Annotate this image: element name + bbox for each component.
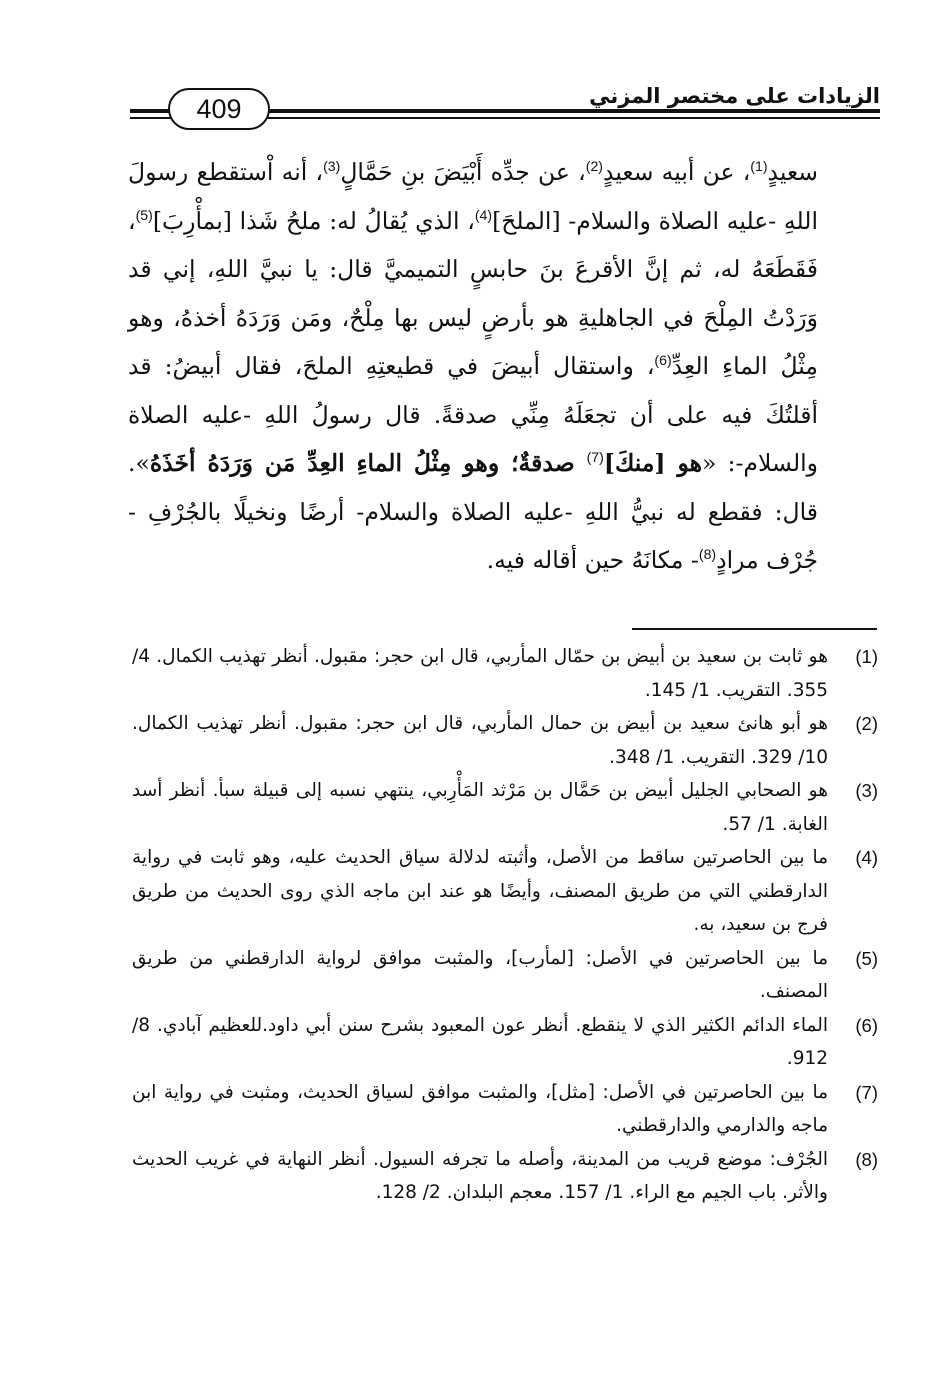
main-paragraph bbox=[128, 148, 818, 585]
footnote-ref: (8) bbox=[698, 546, 717, 563]
footnote-ref: (5) bbox=[135, 206, 153, 223]
footnote-number: (3) bbox=[855, 780, 878, 801]
footnote-separator bbox=[632, 628, 877, 630]
footnote-text: الماء الدائم الكثير الذي لا ينقطع. أنظر عون المعبود بشرح سنن أبي داود.للعظيم آبادي. 8/ 912. bbox=[132, 1014, 828, 1069]
footnote-number: (2) bbox=[855, 713, 878, 734]
footnote-ref: (4) bbox=[474, 206, 493, 223]
text-run: - مكانَهُ حين أقاله فيه. bbox=[486, 546, 699, 574]
footnote-number: (6) bbox=[855, 1014, 878, 1036]
footnote-number: (1) bbox=[855, 646, 878, 667]
footnote-text: هو الصحابي الجليل أبيض بن حَمَّال بن مَرْثد المَأْرِبي، ينتهي نسبه إلى قبيلة سبأ. أنظر أسد الغابة. 1/ 57. bbox=[132, 780, 828, 835]
footnote bbox=[132, 1076, 878, 1143]
text-run: ، عن جدِّه أَبْيَضَ بنِ حَمَّالٍ bbox=[340, 158, 586, 186]
footnote-ref: (1) bbox=[750, 158, 768, 175]
footnotes bbox=[132, 640, 878, 1210]
footnote-number: (4) bbox=[855, 847, 878, 868]
footnote-text: هو ثابت بن سعيد بن أبيض بن حمّال المأربي، قال ابن حجر: مقبول. أنظر تهذيب الكمال. 4/ 355. التقريب. 1/ 145. bbox=[132, 646, 828, 701]
footnote-ref: (2) bbox=[585, 158, 603, 175]
footnote-ref: (7) bbox=[586, 449, 604, 466]
page-header bbox=[130, 82, 880, 132]
text-run: ». قال: فقطع له نبيُّ اللهِ -عليه الصلاة والسلام- أرضًا ونخيلًا بالجُرْفِ - جُرْف مرادٍ bbox=[128, 449, 818, 574]
hadith-bold: صدقةٌ؛ وهو مِثْلُ الماءِ العِدِّ مَن وَرَدَهُ أخَذَهُ bbox=[149, 449, 587, 477]
running-title: الزيادات على مختصر المزني bbox=[579, 84, 880, 108]
footnote-ref: (3) bbox=[323, 158, 341, 175]
text-run: ، واستقال أبيضَ في قطيعتِهِ الملحَ، فقال أبيضُ: قد أقلتُكَ فيه على أن تجعَلَهُ مِنِّي صدقةً. قال رسولُ اللهِ -عليه الصلاة والسلام-: « bbox=[128, 352, 819, 477]
footnote-text: ما بين الحاصرتين ساقط من الأصل، وأثبته لدلالة سياق الحديث عليه، وهو ثابت في رواية الدارقطني التي من طريق المصنف، وأيضًا هو عند ابن ماجه الذي روى الحديث من طريق فرج بن سعيد، به. bbox=[132, 847, 828, 935]
footnote-ref: (6) bbox=[654, 352, 672, 369]
text-run: سعيدٍ bbox=[767, 158, 819, 186]
footnote bbox=[132, 942, 878, 1009]
hadith-bold: هو [منكَ] bbox=[603, 449, 702, 477]
main-text bbox=[128, 148, 818, 585]
footnote bbox=[132, 1143, 878, 1210]
text-run: ، عن أبيه سعيدٍ bbox=[602, 158, 751, 186]
footnote bbox=[132, 774, 878, 841]
footnote-number: (8) bbox=[855, 1148, 878, 1170]
footnote bbox=[132, 1009, 878, 1076]
footnote bbox=[132, 841, 878, 942]
page-number: 409 bbox=[168, 88, 270, 130]
footnote bbox=[132, 640, 878, 707]
text-run: ، أنه اْستقطع رسولَ اللهِ -عليه الصلاة والسلام- [الملحَ] bbox=[128, 158, 818, 235]
text-run: ، الذي يُقالُ له: ملحُ شَذا [بمأْرِبَ] bbox=[152, 206, 475, 235]
text-run: ، فَقَطَعَهُ له، ثم إنَّ الأقرعَ بنَ حابسٍ التميميَّ قال: يا نبيَّ اللهِ، إني قد وَرَدْتُ المِلْحَ في الجاهليةِ هو بأرضٍ ليس بها مِلْحٌ، ومَن وَرَدَهُ أخذهُ، وهو مِثْلُ الماءِ العِدِّ bbox=[128, 206, 818, 380]
footnote-number: (7) bbox=[855, 1081, 878, 1103]
footnote-text: ما بين الحاصرتين في الأصل: [لمأرب]، والمثبت موافق لرواية الدارقطني من طريق المصنف. bbox=[132, 947, 828, 1002]
footnote-text: هو أبو هانئ سعيد بن أبيض بن حمال المأربي، قال ابن حجر: مقبول. أنظر تهذيب الكمال. 10/ 329. التقريب. 1/ 348. bbox=[132, 713, 828, 768]
footnote-number: (5) bbox=[855, 947, 878, 969]
footnote-text: ما بين الحاصرتين في الأصل: [مثل]، والمثبت موافق لسياق الحديث، ومثبت في رواية ابن ماجه والدارمي والدارقطني. bbox=[132, 1081, 828, 1136]
footnote bbox=[132, 707, 878, 774]
footnote-text: الجُرْف: موضع قريب من المدينة، وأصله ما تجرفه السيول. أنظر النهاية في غريب الحديث والأثر. باب الجيم مع الراء. 1/ 157. معجم البلدان. 2/ 128. bbox=[132, 1148, 828, 1203]
